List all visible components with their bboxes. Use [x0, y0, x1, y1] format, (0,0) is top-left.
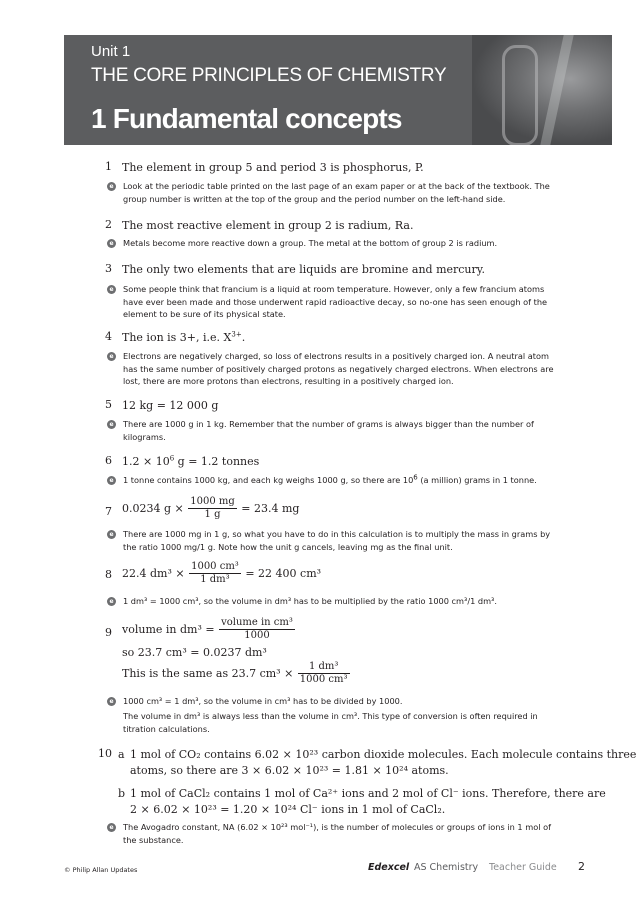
- part-label: a: [118, 748, 125, 761]
- examiner-note: 1 dm³ = 1000 cm³, so the volume in dm³ has to be multiplied by the ratio 1000 cm³/1 dm³.: [123, 596, 497, 606]
- banner-photo: [472, 35, 612, 145]
- examiner-note: There are 1000 mg in 1 g, so what you have to do in this calculation is to multiply the mass in grams by the ratio 1000 mg/1 g. Note how the unit g cancels, leaving mg as the final unit.: [123, 529, 551, 552]
- examiner-note: The volume in dm³ is always less than the volume in cm³. This type of conversion is often required in titration calculations.: [123, 711, 538, 734]
- e-icon: e: [107, 420, 116, 429]
- answer-equation: This is the same as 23.7 cm³ × $\frac{\text{1 dm³}}{\text{1000 cm³}}$: [122, 661, 348, 685]
- answer-text: The most reactive element in group 2 is radium, Ra.: [122, 219, 414, 232]
- examiner-note: Electrons are negatively charged, so loss of electrons results in a positively charged ion. A neutral atom has the same number of positively charged protons as negatively charged electrons. When electrons are lost, there are more protons than electrons, resulting in a positively charged ion.: [123, 351, 554, 386]
- part-label: b: [118, 787, 126, 800]
- e-icon: e: [107, 597, 116, 606]
- question-number: 2: [105, 218, 112, 231]
- footer-course: AS Chemistry: [414, 862, 479, 873]
- answer-text: The ion is 3+, i.e. $X^{3+}$.: [122, 330, 246, 344]
- examiner-note: The Avogadro constant, NA (6.02 × 10²³ mol⁻¹), is the number of molecules or groups of ions in 1 mol of: [123, 822, 551, 832]
- unit-title: THE CORE PRINCIPLES OF CHEMISTRY: [91, 65, 447, 86]
- examiner-note: 1000 cm³ = 1 dm³, so the volume in cm³ has to be divided by 1000.: [123, 696, 403, 706]
- answer-line: so 23.7 cm³ = 0.0237 dm³: [122, 646, 267, 659]
- answer-equation: 22.4 dm³ × $\frac{\text{1000 cm³}}{\text{1 dm³}}$ = 22 400 cm³: [122, 561, 322, 585]
- question-number: 4: [105, 330, 112, 343]
- answer-line: atoms, so there are 3 × 6.02 × 10²³ = 1.81 × 10²⁴ atoms.: [130, 764, 449, 777]
- e-icon: e: [107, 182, 116, 191]
- examiner-note: Some people think that francium is a liquid at room temperature. However, only a few francium atoms have ever been made and those underwent rapid radioactive decay, so no-one has seen enough of the element to be sure of its physical state.: [123, 284, 548, 319]
- answer-line: 1 mol of CO₂ contains 6.02 × 10²³ carbon dioxide molecules. Each molecule contains three: [130, 748, 637, 761]
- footer-brand: Edexcel: [368, 862, 410, 873]
- e-icon: e: [107, 285, 116, 294]
- e-icon: e: [107, 823, 116, 832]
- examiner-note: 1 tonne contains 1000 kg, and each kg weighs 1000 g, so there are $10^6$ (a million) grams in 1 tonne.: [123, 473, 537, 485]
- answer-line: 2 × 6.02 × 10²³ = 1.20 × 10²⁴ Cl⁻ ions in 1 mol of CaCl₂.: [130, 803, 446, 816]
- examiner-note: the substance.: [123, 835, 184, 845]
- examiner-note: There are 1000 g in 1 kg. Remember that the number of grams is always bigger than the number of kilograms.: [123, 419, 534, 442]
- question-number: 6: [105, 454, 112, 467]
- question-number: 7: [105, 505, 112, 518]
- e-icon: e: [107, 530, 116, 539]
- examiner-note: Look at the periodic table printed on the last page of an exam paper or at the back of the textbook. The group number is written at the top of the group and the period number on the left-hand side.: [123, 181, 550, 204]
- e-icon: e: [107, 352, 116, 361]
- answer-text: The element in group 5 and period 3 is phosphorus, P.: [122, 161, 424, 174]
- e-icon: e: [107, 476, 116, 485]
- question-number: 1: [105, 160, 112, 173]
- e-icon: e: [107, 239, 116, 248]
- chapter-banner: [64, 35, 612, 145]
- answer-text: 12 kg = 12 000 g: [122, 399, 219, 412]
- question-number: 9: [105, 626, 112, 639]
- answer-equation: volume in dm³ = $\frac{\text{volume in cm³}}{1000}$: [122, 617, 293, 641]
- answer-text: The only two elements that are liquids are bromine and mercury.: [122, 263, 486, 276]
- question-number: 5: [105, 398, 112, 411]
- question-number: 3: [105, 262, 112, 275]
- examiner-note: Metals become more reactive down a group. The metal at the bottom of group 2 is radium.: [123, 238, 498, 248]
- fraction: $\frac{1000 mg}{1 g}$: [190, 496, 235, 520]
- fraction: $\frac{\text{1 dm³}}{\text{1000 cm³}}$: [299, 661, 348, 685]
- question-number: 10: [98, 747, 112, 760]
- footer-guide: Teacher Guide: [489, 862, 557, 873]
- fraction: $\frac{\text{volume in cm³}}{1000}$: [221, 617, 293, 641]
- copyright: © Philip Allan Updates: [64, 866, 138, 874]
- fraction: $\frac{\text{1000 cm³}}{\text{1 dm³}}$: [191, 561, 239, 585]
- answer-text: $1.2 \times 10^6$ g = 1.2 tonnes: [122, 454, 260, 468]
- question-number: 8: [105, 568, 112, 581]
- page-number: 2: [578, 860, 585, 873]
- e-icon: e: [107, 697, 116, 706]
- answer-equation: 0.0234 g × $\frac{1000 mg}{1 g}$ = 23.4 mg: [122, 496, 300, 520]
- chapter-title: 1 Fundamental concepts: [91, 103, 402, 134]
- answer-line: 1 mol of CaCl₂ contains 1 mol of Ca²⁺ ions and 2 mol of Cl⁻ ions. Therefore, there are: [130, 787, 606, 800]
- unit-label: Unit 1: [91, 43, 131, 60]
